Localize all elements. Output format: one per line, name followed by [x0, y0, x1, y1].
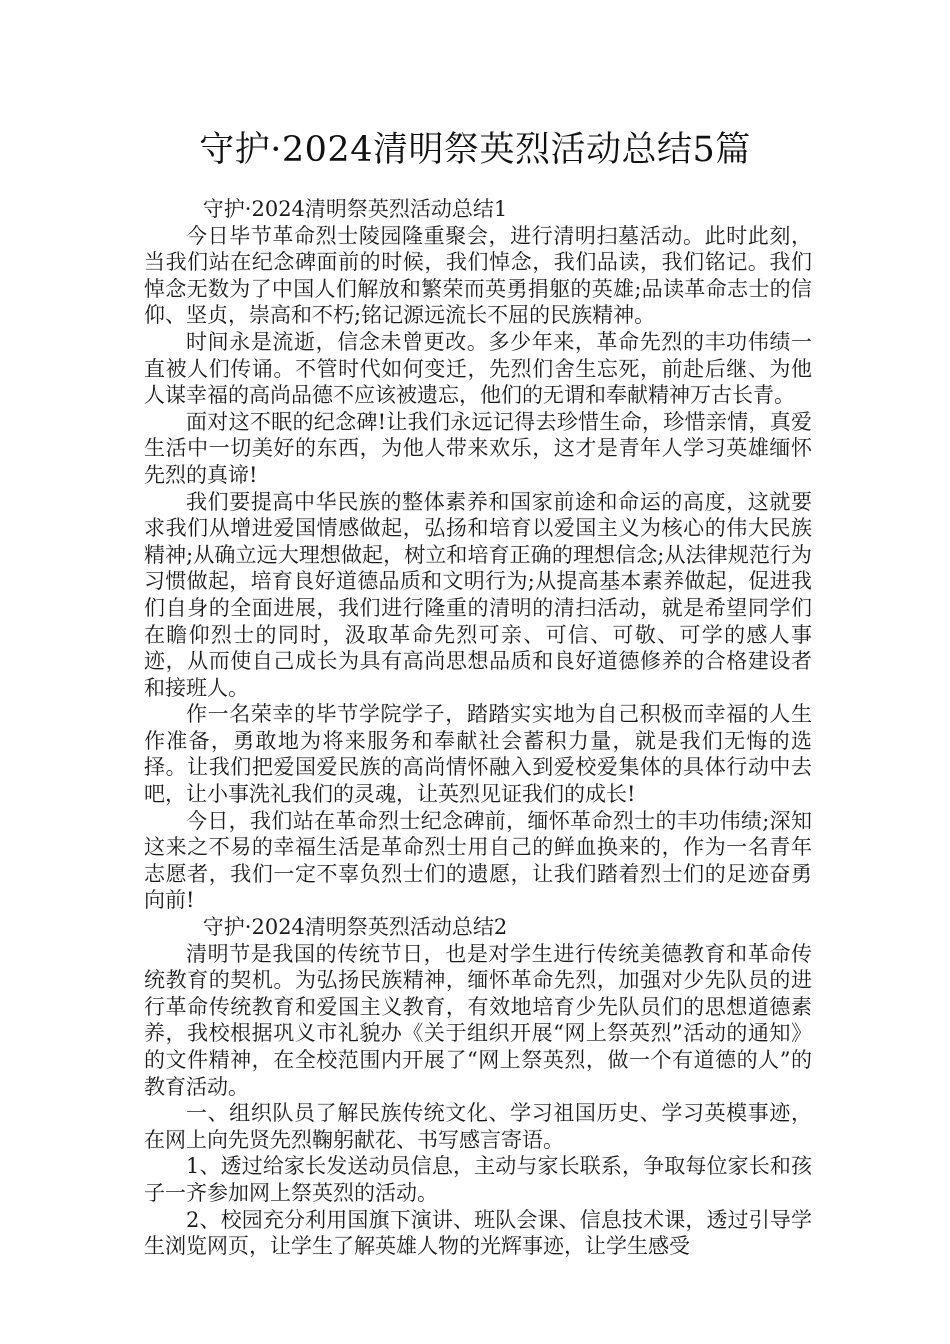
paragraph: 1、透过给家长发送动员信息，主动与家长联系，争取每位家长和孩子一齐参加网上祭英烈的活动。 [144, 1154, 812, 1205]
paragraph: 面对这不眠的纪念碑!让我们永远记得去珍惜生命，珍惜亲情，真爱生活中一切美好的东西，为他人带来欢乐，这才是青年人学习英雄缅怀先烈的真谛! [144, 409, 812, 487]
document-body [144, 196, 812, 1260]
paragraph: 一、组织队员了解民族传统文化、学习祖国历史、学习英模事迹，在网上向先贤先烈鞠躬献花、书写感言寄语。 [144, 1101, 812, 1152]
paragraph: 我们要提高中华民族的整体素养和国家前途和命运的高度，这就要求我们从增进爱国情感做起，弘扬和培育以爱国主义为核心的伟大民族精神;从确立远大理想做起，树立和培育正确的理想信念;从法律规范行为习惯做起，培育良好道德品质和文明行为;从提高基本素养做起，促进我们自身的全面进展，我们进行隆重的清明的清扫活动，就是希望同学们在瞻仰烈士的同时，汲取革命先烈可亲、可信、可敬、可学的感人事迹，从而使自己成长为具有高尚思想品质和良好道德修养的合格建设者和接班人。 [144, 489, 812, 700]
paragraph: 作一名荣幸的毕节学院学子，踏踏实实地为自己积极而幸福的人生作准备，勇敢地为将来服务和奉献社会蓄积力量，就是我们无悔的选择。让我们把爱国爱民族的高尚情怀融入到爱校爱集体的具体行动中去吧，让小事洗礼我们的灵魂，让英烈见证我们的成长! [144, 702, 812, 807]
paragraph: 时间永是流逝，信念未曾更改。多少年来，革命先烈的丰功伟绩一直被人们传诵。不管时代如何变迁，先烈们舍生忘死，前赴后继、为他人谋幸福的高尚品德不应该被遗忘，他们的无谓和奉献精神万古长青。 [144, 329, 812, 408]
section-heading: 守护·2024清明祭英烈活动总结1 [202, 197, 508, 221]
paragraph: 今日毕节革命烈士陵园隆重聚会，进行清明扫墓活动。此时此刻，当我们站在纪念碑面前的时候，我们悼念，我们品读，我们铭记。我们悼念无数为了中国人们解放和繁荣而英勇捐躯的英雄;品读革命志士的信仰、坚贞，崇高和不朽;铭记源远流长不屈的民族精神。 [144, 223, 812, 328]
section-heading: 守护·2024清明祭英烈活动总结2 [202, 915, 508, 940]
document-title: 守护·2024清明祭英烈活动总结5篇 [199, 130, 751, 170]
paragraph: 清明节是我国的传统节日，也是对学生进行传统美德教育和革命传统教育的契机。为弘扬民族精神，缅怀革命先烈，加强对少先队员的进行革命传统教育和爱国主义教育，有效地培育少先队员们的思想道德素养，我校根据巩义市礼貌办《关于组织开展“网上祭英烈”活动的通知》的文件精神，在全校范围内开展了“网上祭英烈，做一个有道德的人”的教育活动。 [144, 941, 812, 1099]
paragraph: 今日，我们站在革命烈士纪念碑前，缅怀革命烈士的丰功伟绩;深知这来之不易的幸福生活是革命烈士用自己的鲜血换来的，作为一名青年志愿者，我们一定不辜负烈士们的遗愿，让我们踏着烈士们的足迹奋勇向前! [144, 808, 812, 913]
paragraph: 2、校园充分利用国旗下演讲、班队会课、信息技术课，透过引导学生浏览网页，让学生了解英雄人物的光辉事迹，让学生感受 [144, 1207, 812, 1259]
